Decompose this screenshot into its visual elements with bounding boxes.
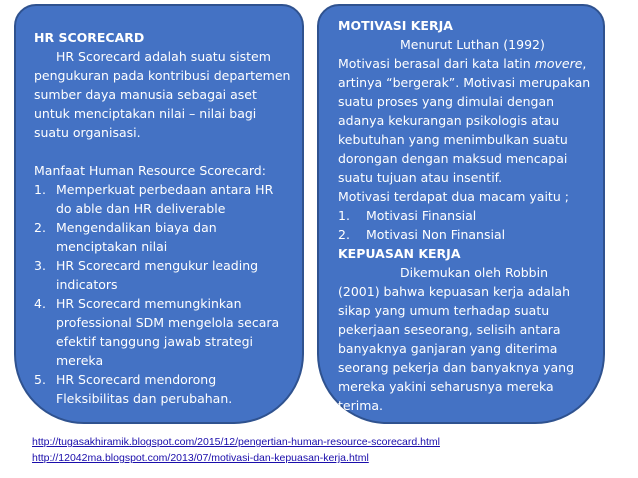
- reference-link-motivasi[interactable]: http://12042ma.blogspot.com/2013/07/motivasi-dan-kepuasan-kerja.html: [32, 452, 369, 464]
- reference-link-hr-scorecard[interactable]: http://tugasakhiramik.blogspot.com/2015/12/pengertian-human-resource-scorecard.html: [32, 436, 440, 448]
- benefits-heading: Manfaat Human Resource Scorecard:: [34, 163, 266, 178]
- benefit-text: Memperkuat perbedaan antara HR do able dan HR deliverable: [56, 182, 274, 216]
- kind-number: 1.: [338, 208, 350, 223]
- benefit-number: 4.: [34, 296, 46, 311]
- benefit-item: [34, 294, 292, 370]
- hr-scorecard-panel: [14, 4, 304, 424]
- kepuasan-source: Dikemukan oleh Robbin: [400, 265, 548, 280]
- motivasi-title: MOTIVASI KERJA: [338, 18, 453, 33]
- definition-start: Motivasi berasal dari kata latin: [338, 56, 535, 71]
- benefit-text: HR Scorecard memungkinkan professional SDM mengelola secara efektif tanggung jawab strategi mereka: [56, 296, 280, 368]
- motivasi-source: Menurut Luthan (1992): [400, 37, 545, 52]
- kind-number: 2.: [338, 227, 350, 242]
- kind-item: [338, 206, 593, 225]
- benefit-item: [34, 370, 292, 408]
- motivasi-definition: [338, 54, 593, 187]
- benefit-number: 5.: [34, 372, 46, 387]
- kepuasan-text: (2001) bahwa kepuasan kerja adalah sikap yang umum terhadap suatu pekerjaan seseorang, selisih antara banyaknya ganjaran yang diterima seorang pekerja dan banyaknya yang mereka yakini seharusnya mereka terima.: [338, 284, 575, 413]
- benefit-item: [34, 256, 292, 294]
- kind-text: Motivasi Non Finansial: [366, 227, 506, 242]
- benefit-text: Mengendalikan biaya dan menciptakan nilai: [56, 220, 217, 254]
- reference-links: [32, 434, 440, 466]
- benefit-text: HR Scorecard mendorong Fleksibilitas dan perubahan.: [56, 372, 233, 406]
- motivasi-kinds-heading: Motivasi terdapat dua macam yaitu ;: [338, 189, 569, 204]
- motivasi-kepuasan-panel: [317, 4, 605, 424]
- kind-text: Motivasi Finansial: [366, 208, 477, 223]
- motivasi-kinds-list: [338, 206, 593, 244]
- latin-word: movere: [534, 56, 583, 71]
- benefit-number: 3.: [34, 258, 46, 273]
- spacer: [34, 142, 292, 161]
- benefit-item: [34, 218, 292, 256]
- kepuasan-title: KEPUASAN KERJA: [338, 246, 461, 261]
- hr-scorecard-title: HR SCORECARD: [34, 30, 145, 45]
- benefit-text: HR Scorecard mengukur leading indicators: [56, 258, 259, 292]
- benefit-number: 2.: [34, 220, 46, 235]
- benefits-list: [34, 180, 292, 408]
- benefit-number: 1.: [34, 182, 46, 197]
- benefit-item: [34, 180, 292, 218]
- definition-rest: , artinya “bergerak”. Motivasi merupakan suatu proses yang dimulai dengan adanya kekurangan psikologis atau kebutuhan yang menimbulkan suatu dorongan dengan maksud mencapai suatu tujuan atau insentif.: [338, 56, 591, 185]
- kind-item: [338, 225, 593, 244]
- hr-scorecard-intro: HR Scorecard adalah suatu sistem pengukuran pada kontribusi departemen sumber daya manusia sebagai aset untuk menciptakan nilai – nilai bagi suatu organisasi.: [34, 49, 291, 140]
